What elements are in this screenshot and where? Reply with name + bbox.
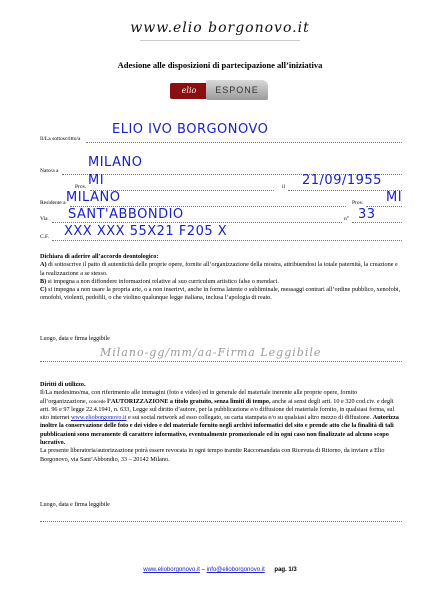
rights-conservation: Autorizza inoltre la conservazione delle foto e dei video e del materiale fornito negli archivi informatici del sito e prende atto che la finalità di tali pubblicazioni sono meramente di carattere informativo, eventualmente promozionale ed in ogni caso non finalizzate ad alcuno scopo lucrativo. [40, 414, 399, 447]
signature-field[interactable]: Milano-gg/mm/aa-Firma Leggibile [100, 346, 322, 359]
clause-c [40, 286, 402, 303]
n-line [352, 222, 402, 223]
header-underline [140, 40, 300, 41]
n-label: n° [344, 216, 349, 222]
site-header: www.elio borgonovo.it [130, 20, 310, 36]
sottoscritto-line [86, 142, 402, 143]
cf-line [52, 240, 402, 241]
decl-signature-line [40, 361, 402, 362]
footer-site-link[interactable]: www.elioborgonovo.it [143, 567, 200, 573]
logo-espone: ESPONE [206, 80, 268, 100]
nato-field[interactable]: MILANO [88, 155, 143, 170]
n-field[interactable]: 33 [358, 207, 376, 222]
via-field[interactable]: SANT'ABBONDIO [68, 207, 184, 222]
il-field[interactable]: 21/09/1955 [302, 173, 382, 188]
residente-field[interactable]: MILANO [66, 190, 121, 205]
rights-text-2: anche ai sensi degli artt. 10 e 320 cod.civ. e degli artt. 96 e 97 legge 22.4.1941, n. 633, Legge sul diritto d’autore, per la pubblicazione e/o diffusione del materiale fornito, in qualsiasi forma, sul sito internet [40, 397, 395, 422]
rights-text-3: e sui social network ad esso collegato, su carta stampata e/o su qualsiasi altro mezzo di diffusione. [128, 414, 372, 422]
sottoscritto-label: Il/La sottoscritto/a [40, 136, 81, 142]
footer-separator: – [199, 567, 207, 573]
clause-a [40, 261, 402, 278]
residente-label: Residente a [40, 200, 66, 206]
rights-signature-line [40, 521, 402, 522]
rights-place-label: Luogo, data e firma leggibile [40, 502, 110, 508]
rights-heading: Diritti di utilizzo. [40, 381, 86, 388]
cf-field[interactable]: XXX XXX 55X21 F205 X [64, 224, 228, 239]
clause-c-text: si impegna a non usare la propria arte, o a non inserirvi, anche in forma latente o subliminale, messaggi contrari all’ordine pubblico, xenofobi, omofobi, violenti, pedofili, o che violino qualunque legge italiana, inclusa l’apologia di reato. [40, 286, 401, 302]
decl-place-label: Luogo, data e firma leggibile [40, 336, 110, 342]
clause-b-text: si impegna a non diffondere informazioni relative al suo curriculum artistico false o mendaci. [47, 277, 279, 285]
espone-logo [170, 80, 270, 102]
logo-elio: elio [170, 83, 208, 99]
rights-text [40, 389, 402, 447]
clause-a-letter: A) [40, 261, 47, 269]
prov-field[interactable]: MI [88, 173, 105, 188]
rights-text-concede: concede [88, 398, 106, 405]
clause-c-letter: C) [40, 286, 47, 294]
rights-site-link[interactable]: www.elioborgonovo.it [70, 414, 127, 422]
declaration-intro: Dichiara di aderire all’accordo deontologico: [40, 253, 159, 260]
clause-b [40, 278, 402, 286]
cf-label: C.F. [40, 234, 50, 240]
footer [0, 567, 440, 573]
rights-revocation: La presente liberatoria/autorizzazione potrà essere revocata in ogni tempo tramite Raccomandata con Ricevuta di Ritorno, da inviare a Elio Borgonovo, via Sant’Abbondio, 33 – 20142 Milano. [40, 447, 385, 463]
prov-label: Prov. [75, 184, 87, 190]
clause-a-text: di sottoscrive il patto di autenticità delle proprie opere, fornite all’organizzazione della mostra, attribuendosi la totale paternità, la creazione e la realizzazione a se stesso. [40, 261, 398, 277]
rights-text-1: Il/La medesimo/ma, con riferimento alle immagini (foto e video) ed in generale del materiale inerente alle proprie opere, fornito all’organizzazione, [40, 389, 358, 405]
prov2-field[interactable]: MI [386, 190, 403, 205]
declaration-block [40, 253, 402, 303]
footer-page: pag. 1/3 [274, 567, 297, 573]
il-line [288, 190, 402, 191]
via-line [52, 222, 342, 223]
sottoscritto-field[interactable]: ELIO IVO BORGONOVO [112, 122, 269, 137]
prov2-label: Prov. [352, 200, 364, 206]
footer-email-link[interactable]: info@elioborgonovo.it [206, 567, 265, 573]
clause-b-letter: B) [40, 277, 47, 285]
via-label: Via [40, 216, 48, 222]
nato-label: Nato/a a [40, 168, 59, 174]
page-title: Adesione alle disposizioni di partecipazione all’iniziativa [117, 60, 323, 70]
rights-block [40, 381, 402, 464]
rights-authorization: l’AUTORIZZAZIONE a titolo gratuito, senza limiti di tempo, [107, 397, 271, 405]
il-label: il [282, 184, 286, 190]
